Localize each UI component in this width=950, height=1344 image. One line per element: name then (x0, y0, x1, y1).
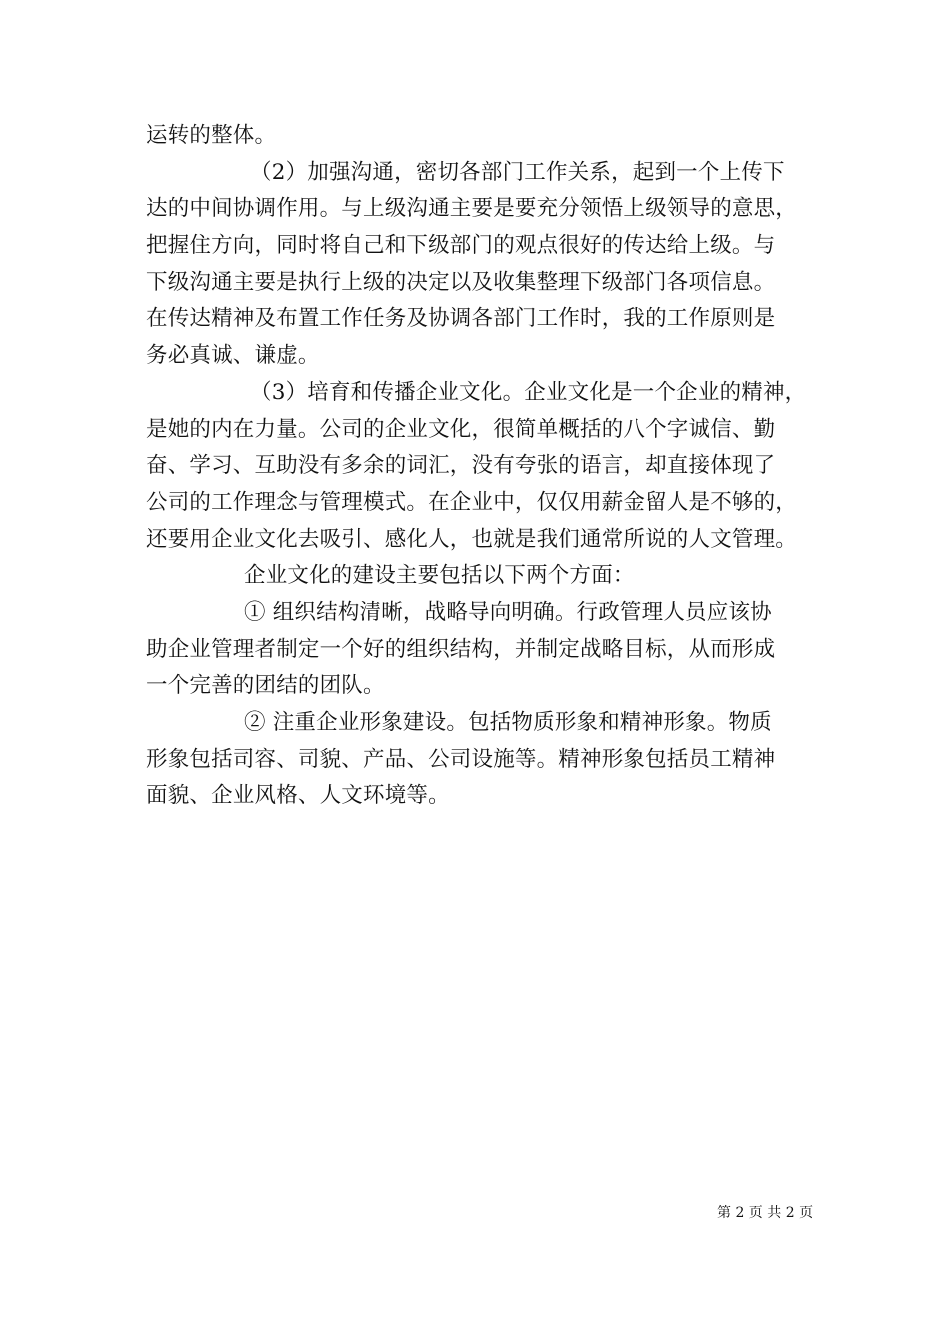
body-line-14: ① 组织结构清晰，战略导向明确。行政管理人员应该协 (244, 599, 772, 625)
body-line-18: 形象包括司容、司貌、产品、公司设施等。精神形象包括员工精神 (146, 746, 776, 772)
body-line-10: 奋、学习、互助没有多余的词汇，没有夸张的语言，却直接体现了 (146, 453, 776, 479)
body-line-3: 达的中间协调作用。与上级沟通主要是要充分领悟上级领导的意思， (146, 196, 798, 222)
body-line-17: ② 注重企业形象建设。包括物质形象和精神形象。物质 (244, 710, 772, 735)
body-line-6: 在传达精神及布置工作任务及协调各部门工作时，我的工作原则是 (146, 306, 776, 332)
body-line-16: 一个完善的团结的团队。 (146, 673, 385, 699)
body-line-13: 企业文化的建设主要包括以下两个方面： (244, 563, 635, 589)
body-line-1: 运转的整体。 (146, 123, 277, 148)
body-line-2: （2）加强沟通，密切各部门工作关系，起到一个上传下 (250, 159, 785, 185)
body-line-5: 下级沟通主要是执行上级的决定以及收集整理下级部门各项信息。 (146, 269, 776, 295)
body-line-12: 还要用企业文化去吸引、感化人，也就是我们通常所说的人文管理。 (146, 526, 798, 552)
body-line-15: 助企业管理者制定一个好的组织结构，并制定战略目标，从而形成 (146, 636, 776, 662)
body-line-11: 公司的工作理念与管理模式。在企业中，仅仅用薪金留人是不够的， (146, 489, 798, 515)
body-line-19: 面貌、企业风格、人文环境等。 (146, 783, 450, 809)
body-line-7: 务必真诚、谦虚。 (146, 343, 320, 369)
document-body (146, 118, 810, 815)
body-line-8: （3）培育和传播企业文化。企业文化是一个企业的精神， (250, 379, 807, 405)
page-number-footer: 第 2 页 共 2 页 (717, 1205, 814, 1221)
body-line-4: 把握住方向，同时将自己和下级部门的观点很好的传达给上级。与 (146, 233, 776, 259)
body-line-9: 是她的内在力量。公司的企业文化，很简单概括的八个字诚信、勤 (146, 416, 776, 442)
